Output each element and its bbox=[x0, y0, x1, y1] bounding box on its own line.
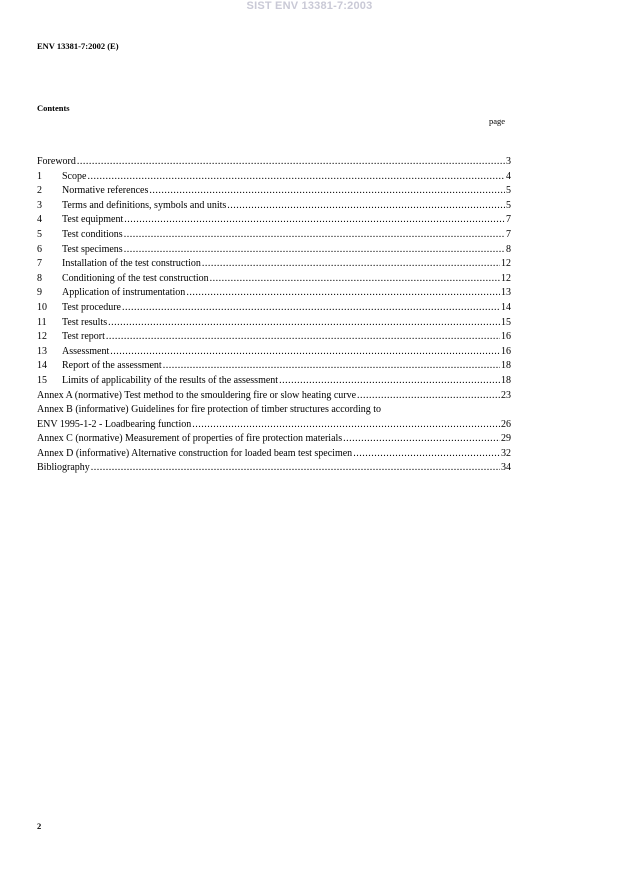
toc-leader-dots bbox=[110, 345, 500, 360]
toc-entry-page: 16 bbox=[501, 331, 511, 343]
toc-entry-page: 7 bbox=[506, 228, 511, 240]
toc-entry-page: 23 bbox=[501, 389, 511, 401]
toc-entry-page: 12 bbox=[501, 272, 511, 284]
toc-entry[interactable] bbox=[37, 257, 511, 272]
toc-entry-title: ENV 1995-1-2 - Loadbearing function bbox=[37, 418, 192, 430]
toc-leader-dots bbox=[149, 184, 505, 199]
toc-entry-number: 2 bbox=[37, 185, 42, 197]
toc-entry-page: 18 bbox=[501, 360, 511, 372]
toc-entry-page: 15 bbox=[501, 316, 511, 328]
contents-heading: Contents bbox=[37, 103, 70, 113]
toc-entry-title: Limits of applicability of the results of the assessment bbox=[62, 374, 279, 386]
toc-leader-dots bbox=[77, 155, 505, 170]
toc-entry-title: Terms and definitions, symbols and units bbox=[62, 199, 227, 211]
toc-leader-dots bbox=[124, 213, 505, 228]
toc-entry-title: Annex D (informative) Alternative construction for loaded beam test specimen bbox=[37, 447, 353, 459]
toc-entry-title: Test procedure bbox=[62, 301, 121, 313]
toc-entry-title: Test results bbox=[62, 316, 108, 328]
toc-entry-title: Test conditions bbox=[62, 228, 123, 240]
toc-entry-number: 9 bbox=[37, 287, 42, 299]
toc-leader-dots bbox=[202, 257, 500, 272]
toc-entry-page: 32 bbox=[501, 447, 511, 459]
toc-entry-page: 12 bbox=[501, 258, 511, 270]
toc-leader-dots bbox=[357, 389, 500, 404]
table-of-contents bbox=[37, 155, 511, 476]
toc-entry[interactable] bbox=[37, 447, 511, 462]
toc-entry-title: Annex A (normative) Test method to the smouldering fire or slow heating curve bbox=[37, 389, 357, 401]
document-id: ENV 13381-7:2002 (E) bbox=[37, 41, 119, 51]
toc-entry[interactable] bbox=[37, 301, 511, 316]
toc-entry[interactable] bbox=[37, 418, 511, 433]
toc-leader-dots bbox=[124, 228, 505, 243]
toc-entry[interactable] bbox=[37, 213, 511, 228]
toc-entry[interactable] bbox=[37, 461, 511, 476]
toc-entry[interactable] bbox=[37, 359, 511, 374]
toc-entry[interactable] bbox=[37, 432, 511, 447]
toc-entry-number: 4 bbox=[37, 214, 42, 226]
toc-entry-title: Test equipment bbox=[62, 214, 124, 226]
toc-entry-page: 3 bbox=[506, 156, 511, 167]
watermark: SIST ENV 13381-7:2003 bbox=[246, 0, 373, 12]
toc-leader-dots bbox=[163, 359, 500, 374]
toc-leader-dots bbox=[210, 272, 500, 287]
toc-entry-title: Installation of the test construction bbox=[62, 258, 201, 270]
page-column-label: page bbox=[489, 116, 506, 126]
toc-entry-title: Assessment bbox=[62, 345, 110, 357]
toc-entry-page: 26 bbox=[501, 418, 511, 430]
toc-entry-number: 3 bbox=[37, 199, 42, 211]
toc-entry-page: 18 bbox=[501, 374, 511, 386]
toc-entry-page: 4 bbox=[506, 170, 511, 182]
toc-leader-dots bbox=[108, 316, 500, 331]
toc-entry[interactable] bbox=[37, 272, 511, 287]
toc-entry-title: Report of the assessment bbox=[62, 360, 162, 372]
toc-leader-dots bbox=[87, 170, 505, 185]
toc-entry-number: 13 bbox=[37, 345, 47, 357]
toc-entry-number: 14 bbox=[37, 360, 47, 372]
toc-entry[interactable] bbox=[37, 155, 511, 170]
toc-leader-dots bbox=[91, 461, 500, 476]
toc-entry-title: Scope bbox=[62, 170, 87, 182]
toc-entry-number: 1 bbox=[37, 170, 42, 182]
toc-entry[interactable] bbox=[37, 330, 511, 345]
toc-entry-page: 29 bbox=[501, 433, 511, 445]
toc-entry-number: 8 bbox=[37, 272, 42, 284]
toc-leader-dots bbox=[122, 301, 500, 316]
toc-entry-page: 5 bbox=[506, 199, 511, 211]
toc-entry-page: 34 bbox=[501, 462, 511, 474]
toc-leader-dots bbox=[353, 447, 500, 462]
toc-entry[interactable] bbox=[37, 345, 511, 360]
toc-entry[interactable] bbox=[37, 403, 511, 418]
toc-leader-dots bbox=[227, 199, 505, 214]
toc-entry-page: 7 bbox=[506, 214, 511, 226]
toc-entry[interactable] bbox=[37, 199, 511, 214]
toc-entry[interactable] bbox=[37, 243, 511, 258]
toc-entry-title: Normative references bbox=[62, 185, 149, 197]
toc-entry-title: Test specimens bbox=[62, 243, 123, 255]
page-number: 2 bbox=[37, 821, 42, 831]
toc-entry[interactable] bbox=[37, 286, 511, 301]
toc-entry-number: 12 bbox=[37, 331, 47, 343]
toc-leader-dots bbox=[192, 418, 500, 433]
toc-leader-dots bbox=[106, 330, 500, 345]
toc-entry-number: 6 bbox=[37, 243, 42, 255]
toc-leader-dots bbox=[124, 243, 505, 258]
toc-leader-dots bbox=[279, 374, 500, 389]
toc-entry-page: 5 bbox=[506, 185, 511, 197]
toc-entry-title: Application of instrumentation bbox=[62, 287, 186, 299]
toc-entry[interactable] bbox=[37, 228, 511, 243]
toc-entry-page: 13 bbox=[501, 287, 511, 299]
toc-entry-title: Annex B (informative) Guidelines for fire protection of timber structures according to bbox=[37, 404, 382, 416]
toc-entry-number: 15 bbox=[37, 374, 47, 386]
toc-entry[interactable] bbox=[37, 374, 511, 389]
toc-entry-number: 10 bbox=[37, 301, 47, 313]
toc-entry-title: Conditioning of the test construction bbox=[62, 272, 209, 284]
toc-entry-number: 11 bbox=[37, 316, 47, 328]
toc-entry-title: Test report bbox=[62, 331, 105, 343]
toc-entry-page: 14 bbox=[501, 301, 511, 313]
toc-entry-page: 16 bbox=[501, 345, 511, 357]
toc-entry-page: 8 bbox=[506, 243, 511, 255]
toc-entry-title: Foreword bbox=[37, 156, 76, 167]
toc-leader-dots bbox=[343, 432, 500, 447]
toc-entry-number: 7 bbox=[37, 258, 42, 270]
toc-entry[interactable] bbox=[37, 316, 511, 331]
toc-leader-dots bbox=[186, 286, 500, 301]
toc-entry-title: Annex C (normative) Measurement of properties of fire protection materials bbox=[37, 433, 343, 445]
toc-entry-number: 5 bbox=[37, 228, 42, 240]
toc-entry[interactable] bbox=[37, 170, 511, 185]
toc-entry[interactable] bbox=[37, 184, 511, 199]
toc-entry-title: Bibliography bbox=[37, 462, 90, 474]
toc-entry[interactable] bbox=[37, 389, 511, 404]
